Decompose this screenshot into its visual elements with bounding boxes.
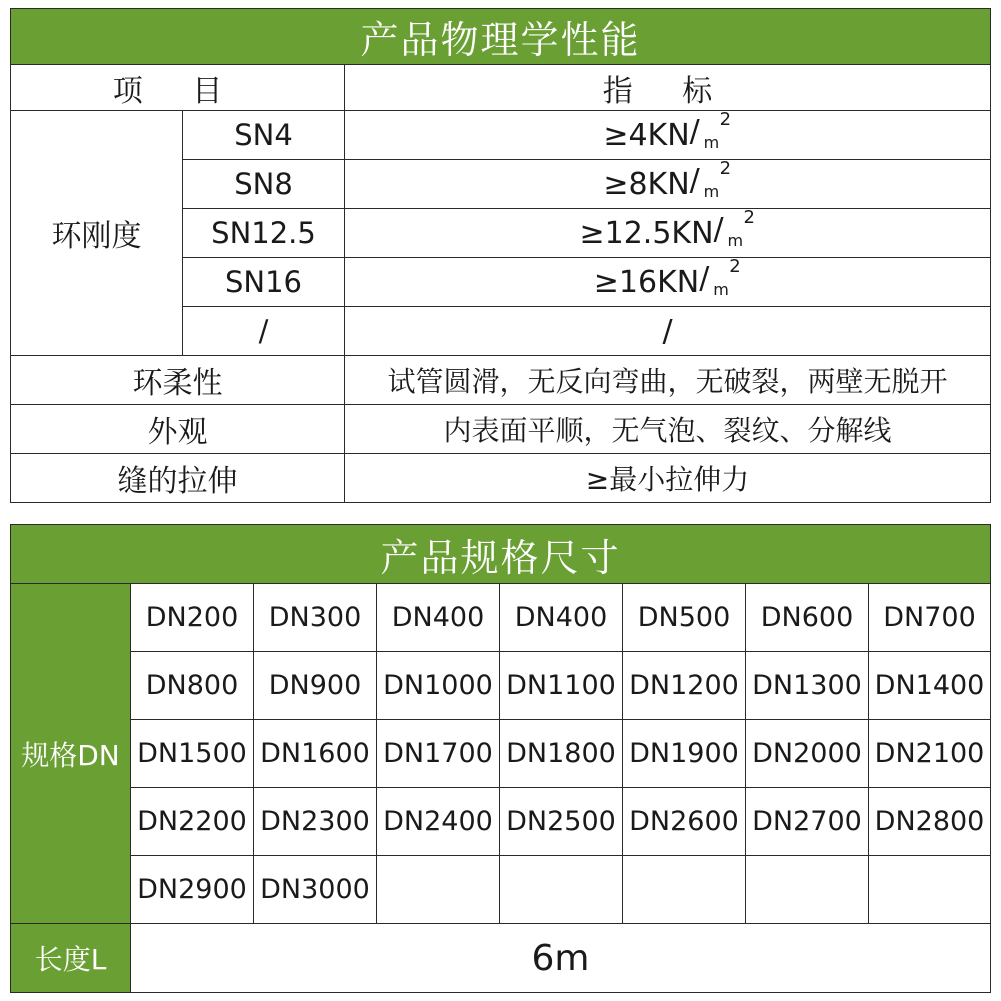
specification-title: 产品规格尺寸: [11, 525, 991, 584]
stiffness-value: [345, 258, 991, 307]
dn-cell: DN2800: [869, 788, 991, 856]
spec-dn-label: 规格DN: [11, 584, 131, 924]
unit-per-square-meter: / m 2: [713, 208, 755, 250]
dn-cell: DN2500: [500, 788, 623, 856]
dn-cell: DN2700: [746, 788, 869, 856]
stiffness-grade: SN4: [183, 111, 345, 160]
dn-cell: DN1900: [623, 720, 746, 788]
appearance-value: 内表面平顺，无气泡、裂纹、分解线: [345, 405, 991, 454]
unit-per-square-meter: / m 2: [689, 110, 732, 152]
stiffness-grade: SN12.5: [183, 209, 345, 258]
stiffness-value-number: ≥4KN: [603, 118, 690, 153]
stiffness-value: [345, 209, 991, 258]
dn-cell: DN3000: [254, 856, 377, 924]
dn-cell: DN2600: [623, 788, 746, 856]
stiffness-value-number: ≥16KN: [593, 265, 700, 300]
stiffness-value-number: ≥12.5KN: [579, 216, 714, 251]
dn-cell: [500, 856, 623, 924]
stiffness-grade: /: [183, 307, 345, 356]
dn-cell: DN700: [869, 584, 991, 652]
stiffness-value-number: ≥8KN: [603, 167, 690, 202]
stiffness-grade: SN8: [183, 160, 345, 209]
dn-cell: DN2200: [131, 788, 254, 856]
dn-cell: [746, 856, 869, 924]
dn-cell: DN2100: [869, 720, 991, 788]
dn-cell: DN1500: [131, 720, 254, 788]
dn-cell: DN1100: [500, 652, 623, 720]
stiffness-value: /: [345, 307, 991, 356]
dn-cell: DN500: [623, 584, 746, 652]
length-value: 6m: [131, 924, 991, 993]
dn-cell: DN200: [131, 584, 254, 652]
seam-tensile-label: 缝的拉伸: [11, 454, 345, 503]
unit-per-square-meter: / m 2: [699, 257, 741, 299]
stiffness-grade: SN16: [183, 258, 345, 307]
dn-cell: DN300: [254, 584, 377, 652]
stiffness-value: [345, 160, 991, 209]
dn-cell: DN2000: [746, 720, 869, 788]
dn-cell: DN1600: [254, 720, 377, 788]
ring-flexibility-label: 环柔性: [11, 356, 345, 405]
item-column-header: 项 目: [11, 65, 345, 111]
dn-cell: DN1400: [869, 652, 991, 720]
dn-cell: DN400: [377, 584, 500, 652]
dn-cell: DN1300: [746, 652, 869, 720]
dn-cell: DN2300: [254, 788, 377, 856]
dn-cell: DN800: [131, 652, 254, 720]
dn-cell: DN1000: [377, 652, 500, 720]
dn-cell: DN400: [500, 584, 623, 652]
dn-cell: [623, 856, 746, 924]
dn-cell: DN1700: [377, 720, 500, 788]
dn-cell: [377, 856, 500, 924]
dn-cell: DN2900: [131, 856, 254, 924]
ring-flexibility-value: 试管圆滑，无反向弯曲，无破裂，两壁无脱开: [345, 356, 991, 405]
dn-cell: DN1200: [623, 652, 746, 720]
dn-cell: DN900: [254, 652, 377, 720]
ring-stiffness-label: 环刚度: [11, 111, 183, 356]
stiffness-value: [345, 111, 991, 160]
length-label: 长度L: [11, 924, 131, 993]
index-column-header: 指 标: [345, 65, 991, 111]
seam-tensile-value: ≥最小拉伸力: [345, 454, 991, 503]
physical-performance-table: [10, 8, 991, 503]
specification-table: [10, 524, 991, 993]
dn-cell: DN1800: [500, 720, 623, 788]
dn-cell: DN600: [746, 584, 869, 652]
dn-cell: [869, 856, 991, 924]
appearance-label: 外观: [11, 405, 345, 454]
physical-performance-title: 产品物理学性能: [11, 9, 991, 65]
unit-per-square-meter: / m 2: [689, 159, 732, 201]
dn-cell: DN2400: [377, 788, 500, 856]
